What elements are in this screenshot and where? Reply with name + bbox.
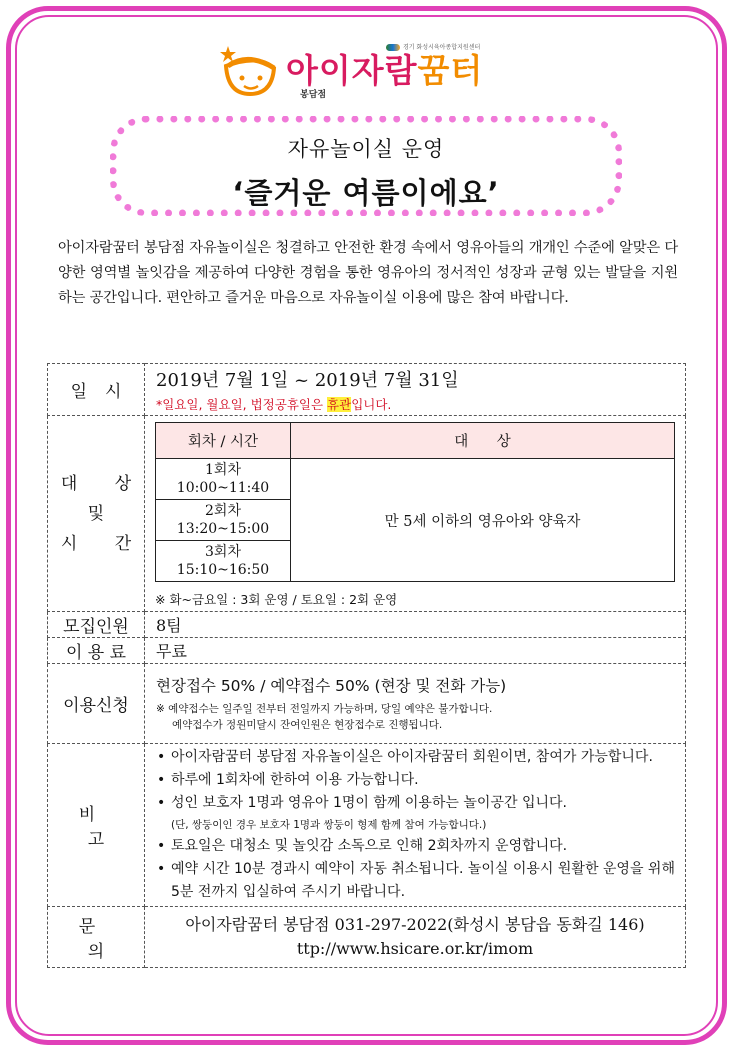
logo [218,38,528,98]
list-item: • 토요일은 대청소 및 놀잇감 소독으로 인해 2회차까지 운영합니다. [157,835,677,858]
apply-notes: ※ 예약접수는 일주일 전부터 전일까지 가능하며, 당일 예약은 불가합니다. 예약접수가 정원미달시 잔여인원은 현장접수로 진행됩니다. [156,703,493,731]
contact-url: ttp://www.hsicare.or.kr/imom [296,939,534,958]
capacity-value: 8팀 [145,612,686,638]
apply-main: 현장접수 50% / 예약접수 50% (현장 및 전화 가능) [156,677,507,695]
label-date: 일시 [48,364,145,416]
list-item: • 하루에 1회차에 한하여 이용 가능합니다. [157,769,677,792]
row-date [48,364,686,416]
label-apply: 이용신청 [48,664,145,744]
contact-info [145,907,686,968]
date-period: 2019년 7월 1일 ~ 2019년 7월 31일 [156,370,459,391]
label-contact: 문 의 [48,907,145,968]
child-face-icon [218,44,280,96]
title-sub: 자유놀이실 운영 [287,137,445,161]
brand-name: 아이자람꿈터 [286,51,484,90]
schedule-table [155,422,675,582]
list-item: • 예약 시간 10분 경과시 예약이 자동 취소됩니다. 놀이실 이용시 원활한 운영을 위해 5분 전까지 입실하여 주시기 바랍니다. [157,858,677,904]
row-apply [48,664,686,744]
branch-name: 봉담점 [300,90,327,100]
list-item: • 성인 보호자 1명과 영유아 1명이 함께 이용하는 놀이공간 입니다. [157,792,677,815]
label-capacity: 모집인원 [48,612,145,638]
title-box [110,116,622,216]
info-table [47,363,686,968]
fee-value: 무료 [145,638,686,664]
row-fee [48,638,686,664]
contact-phone: 아이자람꿈터 봉담점 031-297-2022(화성시 봉담읍 동화길 146) [185,915,645,934]
remarks-list [151,746,677,904]
row-capacity [48,612,686,638]
row-remarks [48,744,686,907]
col-session: 회차 / 시간 [156,423,291,459]
intro-paragraph: 아이자람꿈터 봉담점 자유놀이실은 청결하고 안전한 환경 속에서 영유아들의 개개인 수준에 알맞은 다양한 영역별 놀잇감을 제공하여 다양한 경험을 통한 영유아의 정서적인 성장과 균형 있는 발달을 지원하는 공간입니다. 편안하고 즐거운 마음으로 자유놀이실 이용에 많은 참여 바랍니다. [58,240,678,306]
list-item: (단, 쌍둥이인 경우 보호자 1명과 쌍둥이 형제 함께 참여 가능합니다.) [171,819,487,831]
center-logo-icon [386,44,400,51]
session-2: 2회차 13:20~15:00 [156,500,291,541]
list-item: • 아이자람꿈터 봉담점 자유놀이실은 아이자람꿈터 회원이면, 참여가 가능합니다. [157,746,677,769]
row-contact [48,907,686,968]
title-main: ‘즐거운 여름이에요’ [232,176,500,210]
col-target: 대 상 [291,423,675,459]
target-audience: 만 5세 이하의 영유아와 양육자 [291,459,675,582]
center-name: 경기 화성시육아종합지원센터 [386,42,480,51]
closed-notice: *일요일, 월요일, 법정공휴일은 휴관입니다. [156,397,392,412]
label-fee: 이 용 료 [48,638,145,664]
row-schedule [48,416,686,612]
label-remarks: 비 고 [48,744,145,907]
session-3: 3회차 15:10~16:50 [156,541,291,582]
schedule-note: ※ 화~금요일 : 3회 운영 / 토요일 : 2회 운영 [155,592,398,607]
label-schedule: 대 상 및 시 간 [48,416,145,612]
session-1: 1회차 10:00~11:40 [156,459,291,500]
